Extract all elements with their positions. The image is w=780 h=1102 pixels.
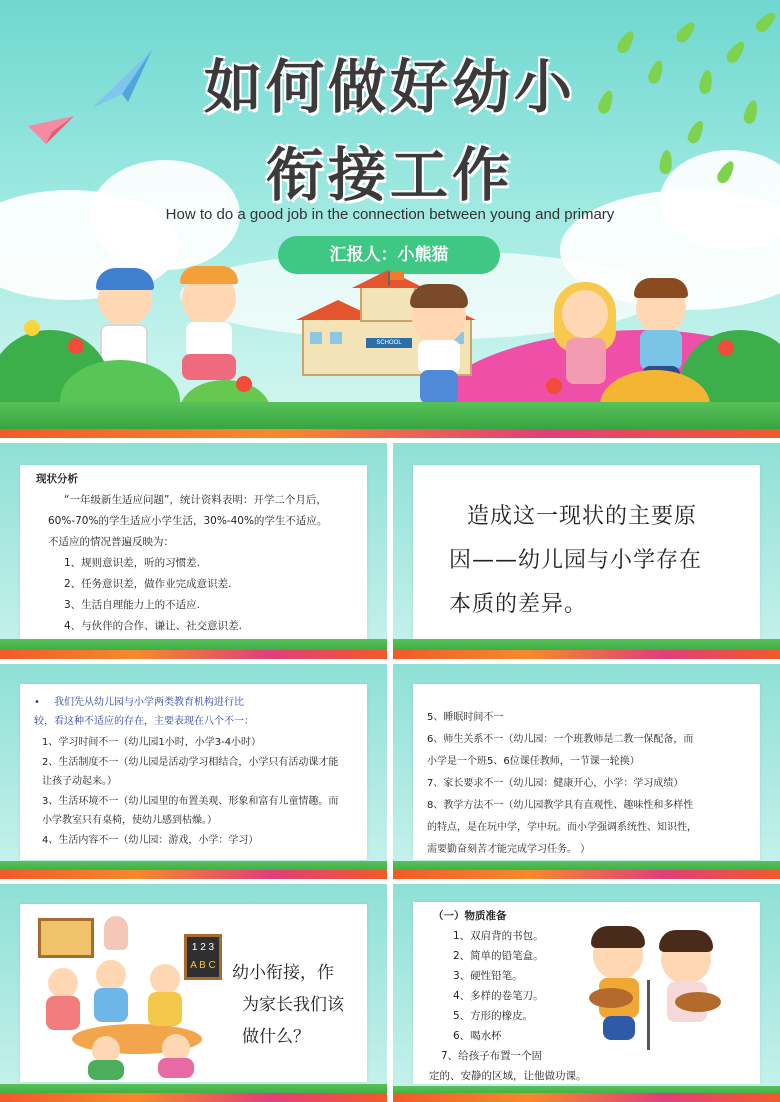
list-item: 6、喝水杯 — [453, 1030, 502, 1042]
question-line: 幼小衔接，作 — [232, 963, 334, 983]
list-item: 需要勤奋刻苦才能完成学习任务。 ） — [427, 844, 591, 855]
list-item: 1、规则意识差，听的习惯差. — [64, 557, 201, 569]
reporter-pill: 汇报人：小熊猫 — [278, 236, 500, 274]
flower — [718, 340, 734, 356]
slide-heading: （一）物质准备 — [433, 910, 507, 922]
board-letters: A B C — [190, 960, 216, 971]
list-item: 让孩子动起来。） — [42, 776, 117, 787]
slide-main-reason — [393, 443, 780, 659]
board-numbers: 1 2 3 — [191, 942, 215, 953]
list-item: 1、学习时间不一（幼儿园1小时，小学3-4小时） — [42, 737, 262, 748]
title-line-2: 衔接工作 — [265, 141, 514, 209]
bullet-icon: • — [34, 697, 40, 708]
list-item: 4、与伙伴的合作、谦让、社交意识差. — [64, 620, 243, 632]
list-item: 8、教学方法不一（幼儿园教学具有直观性、趣味性和多样性 — [427, 800, 694, 811]
reason-line: 造成这一现状的主要原 — [467, 504, 698, 529]
intro-line: 我们先从幼儿园与小学两类教育机构进行比 — [54, 697, 244, 708]
intro-line: “一年级新生适应问题”，统计资料表明：开学二个月后， — [64, 494, 327, 506]
list-item: 2、简单的铅笔盒。 — [453, 950, 544, 962]
list-item: 7、给孩子布置一个固 — [441, 1050, 543, 1062]
list-item: 3、硬性铅笔。 — [453, 970, 523, 982]
school-sign: SCHOOL — [366, 338, 412, 348]
list-item: 6、师生关系不一（幼儿园：一个班教师是二教一保配备，而 — [427, 734, 694, 745]
ground-strip — [0, 402, 780, 438]
list-item: 小学是一个班5、6位课任教师，一节课一轮换） — [427, 756, 640, 767]
ground-strip — [393, 861, 780, 879]
reason-line: 因——幼儿园与小学存在 — [449, 548, 703, 573]
slide-eight-differences-2 — [393, 664, 780, 879]
list-item: 5、睡眠时间不一 — [427, 712, 504, 723]
list-item: 1、双肩背的书包。 — [453, 930, 544, 942]
slide-status-analysis — [0, 443, 387, 659]
ground-strip — [0, 861, 387, 879]
list-item: 定的、安静的区域，让他做功课。 — [429, 1070, 587, 1082]
subtitle: How to do a good job in the connection between young and primary — [165, 206, 615, 223]
cover-slide — [0, 0, 780, 438]
intro-line: 不适应的情况普遍反映为： — [48, 536, 174, 548]
flower — [24, 320, 40, 336]
list-item: 的特点，是在玩中学，学中玩。而小学强调系统性、知识性， — [427, 822, 697, 833]
flower — [546, 378, 562, 394]
list-item: 5、方形的橡皮。 — [453, 1010, 534, 1022]
list-item: 4、多样的卷笔刀。 — [453, 990, 544, 1002]
slide-parents-question — [0, 884, 387, 1102]
list-item: 小学教室只有桌椅，使幼儿感到枯燥。） — [42, 815, 217, 826]
ground-strip — [393, 1086, 780, 1102]
slide-heading: 现状分析 — [36, 473, 78, 485]
list-item: 3、生活自理能力上的不适应. — [64, 599, 201, 611]
title-line-1: 如何做好幼小 — [203, 53, 576, 121]
question-line: 做什么？ — [242, 1027, 310, 1047]
list-item: 4、生活内容不一（幼儿园：游戏，小学：学习） — [42, 835, 259, 846]
intro-line: 较，看这种不适应的存在，主要表现在八个不一： — [34, 716, 254, 727]
reason-line: 本质的差异。 — [449, 592, 588, 617]
ground-strip — [393, 639, 780, 659]
list-item: 2、生活制度不一（幼儿园是活动学习相结合，小学只有活动课才能 — [42, 757, 339, 768]
intro-line: 60%-70%的学生适应小学生活，30%-40%的学生不适应。 — [48, 515, 328, 527]
ground-strip — [0, 1084, 387, 1102]
flower — [236, 376, 252, 392]
slide-material-preparation — [393, 884, 780, 1102]
list-item: 3、生活环境不一（幼儿园里的布置美观、形象和富有儿童情趣。而 — [42, 796, 339, 807]
question-line: 为家长我们该 — [242, 995, 344, 1015]
list-item: 7、家长要求不一（幼儿园：健康开心，小学：学习成绩） — [427, 778, 684, 789]
flower — [68, 338, 84, 354]
list-item: 2、任务意识差，做作业完成意识差. — [64, 578, 232, 590]
slide-eight-differences-1 — [0, 664, 387, 879]
ground-strip — [0, 639, 387, 659]
